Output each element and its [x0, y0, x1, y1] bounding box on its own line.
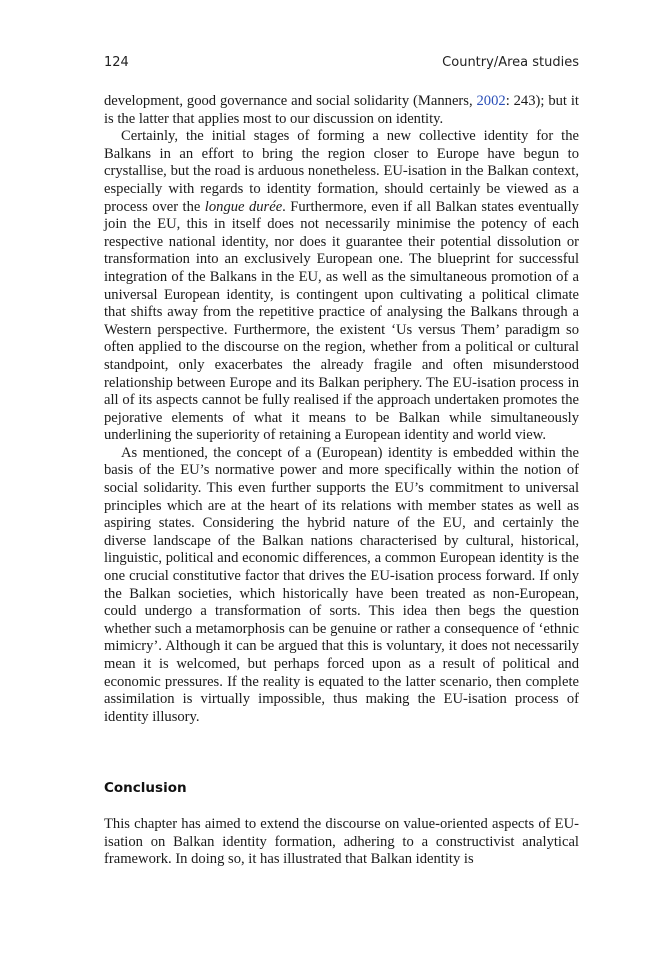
paragraph-text: : 243); but it is the latter that applies most to our discussion on identity. [104, 93, 579, 127]
page-number: 124 [104, 55, 129, 70]
running-head: Country/Area studies [442, 55, 579, 70]
paragraph-text: . Furthermore, even if all Balkan states eventually join the EU, this in itself does not necessarily minimise the potency of each respective national identity, nor does it guarantee their potential dissolution or transformation into an exclusively European one. The blueprint for successful integration of the Balkans in the EU, as well as the simultaneous promotion of a universal European identity, is contingent upon cultivating a political climate that shifts away from the repetitive practice of analysing the Balkans through a Western perspective. Furthermore, the existent ‘Us versus Them’ paradigm so often applied to the discourse on the region, whether from a political or cultural standpoint, only exacerbates the already fragile and often misunderstood relationship between Europe and its Balkan periphery. The EU-isation process in all of its aspects cannot be fully realised if the approach undertaken promotes the pejorative elements of what it means to be Balkan while simultaneously underlining the superiority of retaining a European identity and world view. [104, 198, 579, 444]
citation-link[interactable]: 2002 [476, 93, 506, 109]
paragraph: This chapter has aimed to extend the discourse on value-oriented aspects of EU-isation on Balkan identity formation, adhering to a constructivist analytical framework. In doing so, it has illustrated that Balkan identity is [104, 816, 579, 868]
italic-term: longue durée [204, 198, 283, 215]
paragraph: As mentioned, the concept of a (European) identity is embedded within the basis of the EU’s normative power and more specifically within the notion of social solidarity. This even further supports the EU’s commitment to universal principles which are at the heart of its relations with member states as well as aspiring states. Considering the hybrid nature of the EU, and certainly the diverse landscape of the Balkan nations characterised by cultural, historical, linguistic, political and economic differences, a common European identity is the one crucial constitutive factor that drives the EU-isation process forward. If only the Balkan societies, which historically have been treated as non-European, could undergo a transformation of sorts. This idea then begs the question whether such a metamorphosis can be genuine or rather a consequence of ‘ethnic mimicry’. Although it can be argued that this is voluntary, it does not necessarily mean it is welcomed, but perhaps forced upon as a result of political and economic pressures. If the reality is equated to the latter scenario, then complete assimilation is virtually impossible, thus making the EU-isation process of identity illusory. [104, 444, 579, 725]
paragraph-text: Certainly, the initial stages of forming a new collective identity for the Balkans in an effort to bring the region closer to Europe have begun to crystallise, but the road is arduous nonetheless. EU-isation in the Balkan context, especially with regards to identity formation, should certainly be viewed as a process over the [104, 128, 579, 215]
body-text [104, 93, 579, 726]
paragraph [104, 128, 579, 445]
section-heading: Conclusion [104, 780, 187, 796]
conclusion-text [104, 816, 579, 869]
paragraph-text: development, good governance and social solidarity (Manners, [104, 93, 477, 109]
paragraph-continued [104, 93, 579, 128]
